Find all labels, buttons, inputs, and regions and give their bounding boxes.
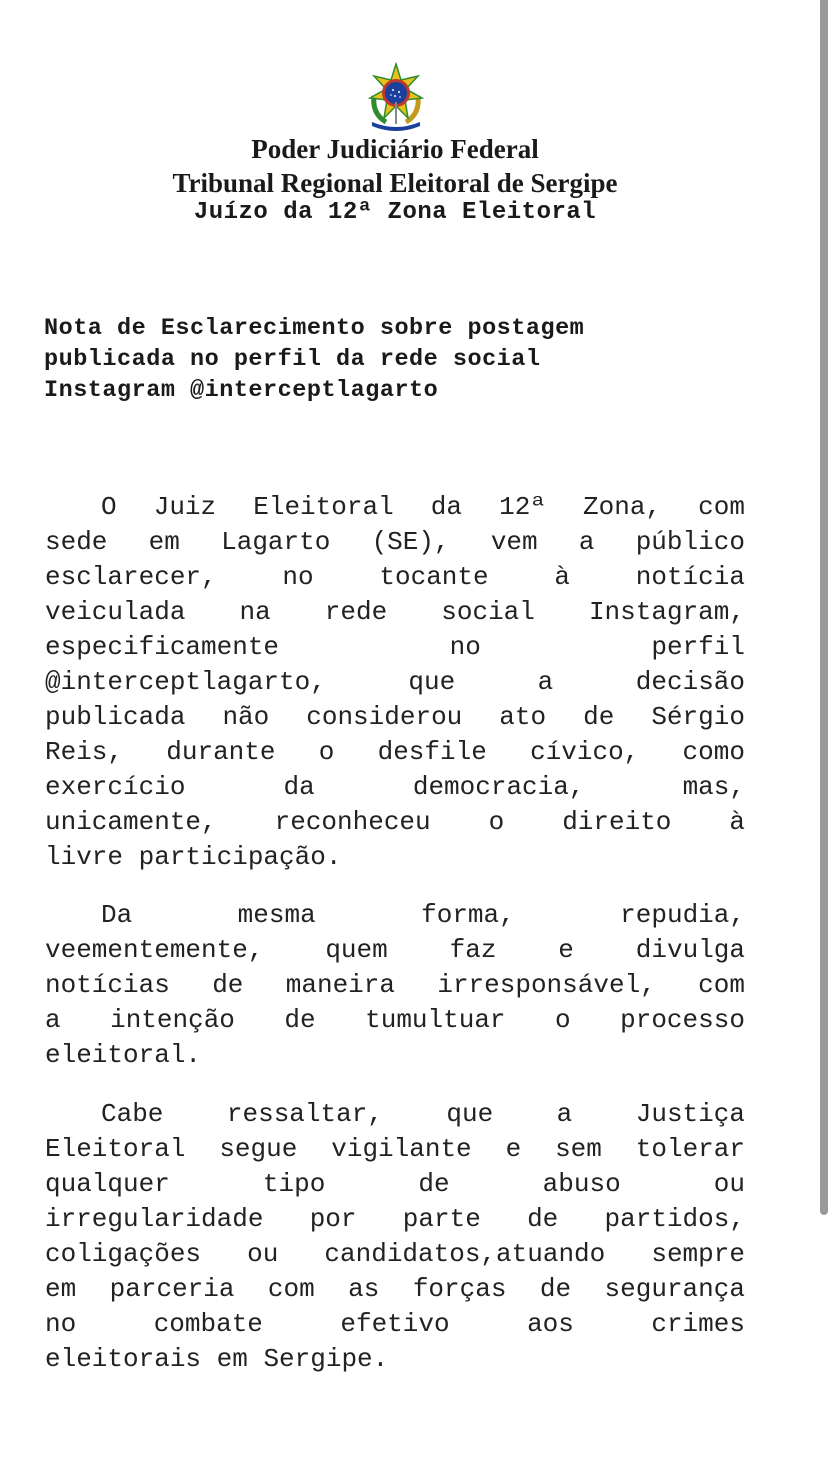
paragraph-line: Reis, durante o desfile cívico, como: [45, 737, 745, 767]
brazil-coat-of-arms-icon: [364, 62, 428, 132]
scrollbar[interactable]: [820, 0, 828, 1215]
paragraph-line: coligações ou candidatos,atuando sempre: [45, 1239, 745, 1269]
paragraph-line: sede em Lagarto (SE), vem a público: [45, 527, 745, 557]
paragraph-line: Cabe ressaltar, que a Justiça: [101, 1099, 745, 1129]
paragraph-line: qualquer tipo de abuso ou: [45, 1169, 745, 1199]
title-line: publicada no perfil da rede social: [44, 346, 541, 373]
paragraph-line: exercício da democracia, mas,: [45, 772, 745, 802]
header-line-judiciary: Poder Judiciário Federal: [251, 134, 539, 164]
header-line-tribunal: Tribunal Regional Eleitoral de Sergipe: [172, 168, 618, 198]
paragraph-line: Eleitoral segue vigilante e sem tolerar: [45, 1134, 745, 1164]
paragraph-line: eleitoral.: [45, 1040, 202, 1070]
paragraph-line: eleitorais em Sergipe.: [45, 1344, 389, 1374]
paragraph-line: O Juiz Eleitoral da 12ª Zona, com: [101, 492, 745, 522]
paragraph-line: Da mesma forma, repudia,: [101, 900, 745, 930]
paragraph-line: especificamente no perfil: [45, 632, 745, 662]
paragraph-line: no combate efetivo aos crimes: [45, 1309, 745, 1339]
title-line: Instagram @interceptlagarto: [44, 377, 439, 404]
paragraph-3: [45, 1097, 745, 1377]
paragraph-line: em parceria com as forças de segurança: [45, 1274, 745, 1304]
paragraph-line: publicada não considerou ato de Sérgio: [45, 702, 745, 732]
paragraph-line: a intenção de tumultuar o processo: [45, 1005, 745, 1035]
paragraph-2: [45, 898, 745, 1073]
paragraph-line: @interceptlagarto, que a decisão: [45, 667, 745, 697]
document-title: [44, 313, 764, 406]
paragraph-line: livre participação.: [45, 842, 342, 872]
paragraph-line: esclarecer, no tocante à notícia: [45, 562, 745, 592]
paragraph-line: veiculada na rede social Instagram,: [45, 597, 745, 627]
title-line: Nota de Esclarecimento sobre postagem: [44, 315, 585, 342]
header-line-zone: Juízo da 12ª Zona Eleitoral: [193, 199, 597, 226]
paragraph-line: irregularidade por parte de partidos,: [45, 1204, 745, 1234]
paragraph-line: notícias de maneira irresponsável, com: [45, 970, 745, 1000]
paragraph-line: veementemente, quem faz e divulga: [45, 935, 745, 965]
paragraph-line: unicamente, reconheceu o direito à: [45, 807, 745, 837]
paragraph-1: [45, 490, 745, 875]
